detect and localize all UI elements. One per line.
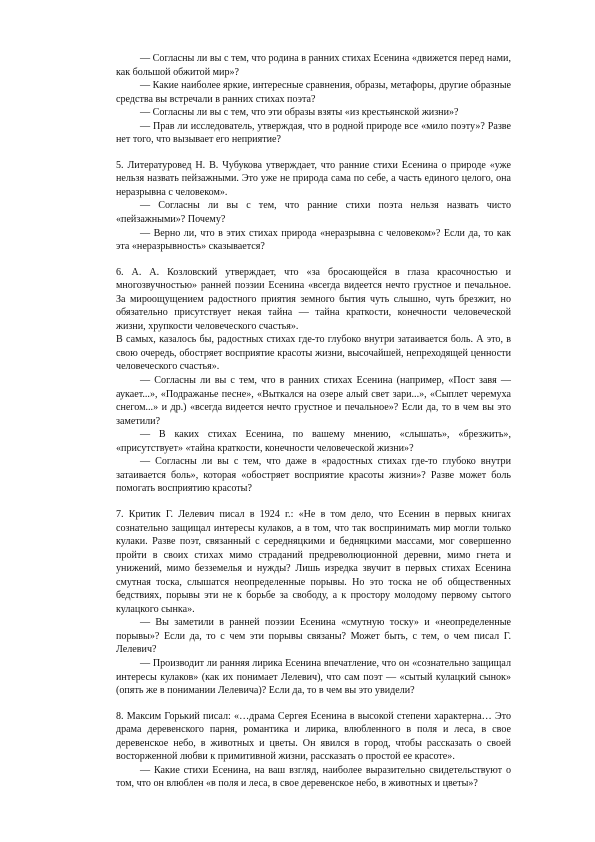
question-paragraph: — Прав ли исследователь, утверждая, что в родной природе все «мило поэту»? Разве нет того, что вызывает его неприятие? <box>116 120 511 146</box>
question-paragraph: — Согласны ли вы с тем, что ранние стихи поэта нельзя назвать чисто «пейзажными»? Почему? <box>116 200 511 226</box>
question-paragraph: — Согласны ли вы с тем, что родина в ранних стихах Есенина «движется перед нами, как большой обжитой мир»? <box>116 53 511 78</box>
question-paragraph: — Какие стихи Есенина, на ваш взгляд, наиболее выразительно свидетельствуют о том, что он влюблен «в поля и леса, в свое деревенское небо, в животных и цветы»? <box>116 764 511 790</box>
body-paragraph: В самых, казалось бы, радостных стихах где-то глубоко внутри затаивается боль. А это, в свою очередь, обостряет восприятие красоты жизни, высочайшей, непреходящей ценности человеческого счастья». <box>116 334 511 373</box>
question-paragraph: — Согласны ли вы с тем, что эти образы взяты «из крестьянской жизни»? <box>140 107 459 119</box>
section-heading-paragraph: 7. Критик Г. Лелевич писал в 1924 г.: «Не в том дело, что Есенин в первых книгах сознательно защищал интересы кулаков, а в том, что так воспринимать мир могли только кулаки. Разве поэт, связанный с середняцкими и бедняцкими массами, мог совершенно пройти в своих стихах мимо страданий предреволюционной деревни, мимо гнета и унижений, мимо безземелья и нужды? Лишь изредка звучит в первых стихах Есенина смутная тоска, слышатся неопределенные порывы. Но это тоска не об общественных бедствиях, порывы эти не к борьбе за свободу, а к простору молодому первому сытого кулацкого сынка». <box>116 508 511 615</box>
section-question-6 <box>116 266 511 496</box>
section-question-5 <box>116 159 511 254</box>
question-paragraph: — В каких стихах Есенина, по вашему мнению, «слышать», «брезжить», «присутствует» «тайна краткости, конечности человеческой жизни»? <box>116 429 511 454</box>
section-question-8 <box>116 710 511 791</box>
section-question-4-continued <box>116 52 511 147</box>
section-heading-paragraph: 8. Максим Горький писал: «…драма Сергея Есенина в высокой степени характерна… Это драма деревенского парня, романтика и лирика, влюбленного в поля и леса, в свое деревенское небо, в животных и цветы. Он явился в город, чтобы рассказать о своей восторженной любви к примитивной жизни, рассказать о простой ее красоте». <box>116 710 511 763</box>
section-heading-paragraph: 5. Литературовед Н. В. Чубукова утверждает, что ранние стихи Есенина о природе «уже нельзя назвать пейзажными. Это уже не природа сама по себе, а часть единого целого, она неразрывна с человеком». <box>116 159 511 198</box>
section-question-7 <box>116 508 511 698</box>
question-paragraph: — Вы заметили в ранней поэзии Есенина «смутную тоску» и «неопределенные порывы»? Если да, то с чем эти порывы связаны? Может быть, с тем, о чем писал Г. Лелевич? <box>116 617 511 656</box>
question-paragraph: — Производит ли ранняя лирика Есенина впечатление, что он «сознательно защищал интересы кулаков» (как их понимает Лелевич), что сам поэт — «сытый кулацкий сынок» (опять же в понимании Лелевича)? Если да, то в чем вы это увидели? <box>116 657 511 697</box>
question-paragraph: — Какие наиболее яркие, интересные сравнения, образы, метафоры, другие образные средства вы встречали в ранних стихах поэта? <box>116 80 511 105</box>
section-heading-paragraph: 6. А. А. Козловский утверждает, что «за бросающейся в глаза красочностью и многозвучностью» ранней поэзии Есенина «всегда видеется нечто грустное и печальное. За мироощущением радостного приятия земного бытия чуть слышно, чуть брезжит, но обязательно присутствует некая тайна — тайна краткости, конечности человеческой жизни, хрупкости человеческого счастья». <box>116 266 511 332</box>
question-paragraph: — Верно ли, что в этих стихах природа «неразрывна с человеком»? Если да, то как эта «неразрывность» сказывается? <box>116 227 511 253</box>
question-paragraph: — Согласны ли вы с тем, что даже в «радостных стихах где-то глубоко внутри затаивается боль», которая «обостряет восприятие красоты жизни»? Разве может боль помогать восприятию красоты? <box>116 456 511 495</box>
question-paragraph: — Согласны ли вы с тем, что в ранних стихах Есенина (например, «Пост завя — аукает...», «Подражанье песне», «Выткался на озере алый свет зари...», «Сыплет черемуха снегом...» и др.) «всегда видеется нечто грустное и печальное»? Если да, то в чем вы это заметили? <box>116 375 511 427</box>
